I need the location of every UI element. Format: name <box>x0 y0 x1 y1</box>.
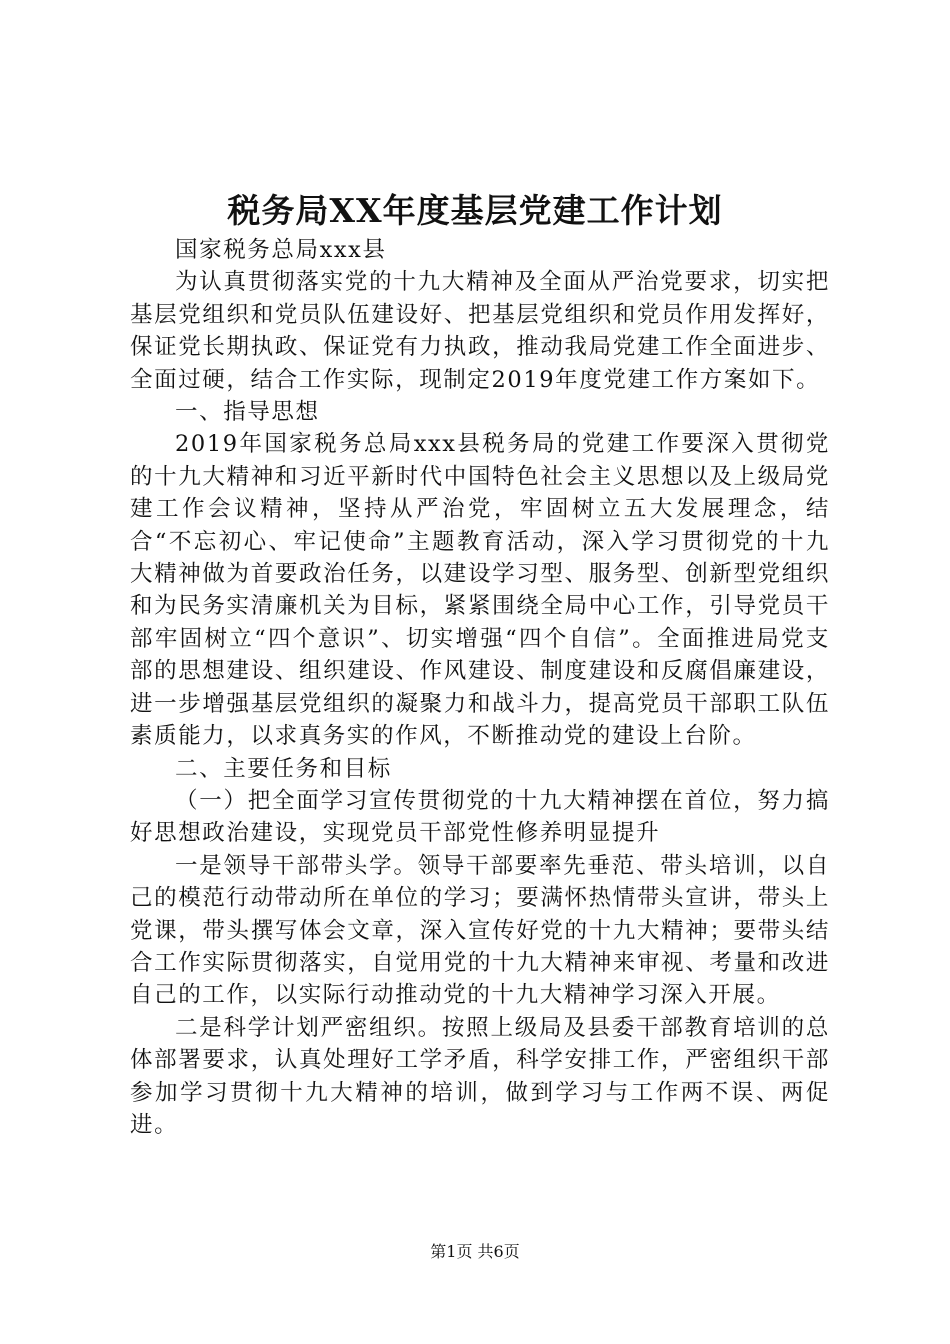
subsection-heading-1: （一）把全面学习宣传贯彻党的十九大精神摆在首位，努力搞好思想政治建设，实现党员干部党性修养明显提升 <box>130 787 830 847</box>
task-paragraph-2: 二是科学计划严密组织。按照上级局及县委干部教育培训的总体部署要求，认真处理好工学矛盾，科学安排工作，严密组织干部参加学习贯彻十九大精神的培训，做到学习与工作两不误、两促进。 <box>130 1014 830 1138</box>
task-paragraph-1: 一是领导干部带头学。领导干部要率先垂范、带头培训，以自己的模范行动带动所在单位的学习；要满怀热情带头宣讲，带头上党课，带头撰写体会文章，深入宣传好党的十九大精神；要带头结合工作实际贯彻落实，自觉用党的十九大精神来审视、考量和改进自己的工作，以实际行动推动党的十九大精神学习深入开展。 <box>130 852 830 1009</box>
document-body <box>130 234 830 1141</box>
page-footer: 第1页 共6页 <box>430 1242 520 1261</box>
intro-paragraph: 为认真贯彻落实党的十九大精神及全面从严治党要求，切实把基层党组织和党员队伍建设好、把基层党组织和党员作用发挥好，保证党长期执政、保证党有力执政，推动我局党建工作全面进步、全面过硬，结合工作实际，现制定2019年度党建工作方案如下。 <box>130 269 830 393</box>
section-heading-guiding-ideology: 一、指导思想 <box>175 399 320 426</box>
guiding-ideology-paragraph: 2019年国家税务总局xxx县税务局的党建工作要深入贯彻党的十九大精神和习近平新时代中国特色社会主义思想以及上级局党建工作会议精神，坚持从严治党，牢固树立五大发展理念，结合“不忘初心、牢记使命”主题教育活动，深入学习贯彻党的十九大精神做为首要政治任务，以建设学习型、服务型、创新型党组织和为民务实清廉机关为目标，紧紧围绕全局中心工作，引导党员干部牢固树立“四个意识”、切实增强“四个自信”。全面推进局党支部的思想建设、组织建设、作风建设、制度建设和反腐倡廉建设，进一步增强基层党组织的凝聚力和战斗力，提高党员干部职工队伍素质能力，以求真务实的作风，不断推动党的建设上台阶。 <box>130 431 830 750</box>
issuer-line: 国家税务总局xxx县 <box>175 237 387 263</box>
section-heading-main-tasks: 二、主要任务和目标 <box>175 755 392 782</box>
document-title: 税务局XX年度基层党建工作计划 <box>227 191 723 230</box>
